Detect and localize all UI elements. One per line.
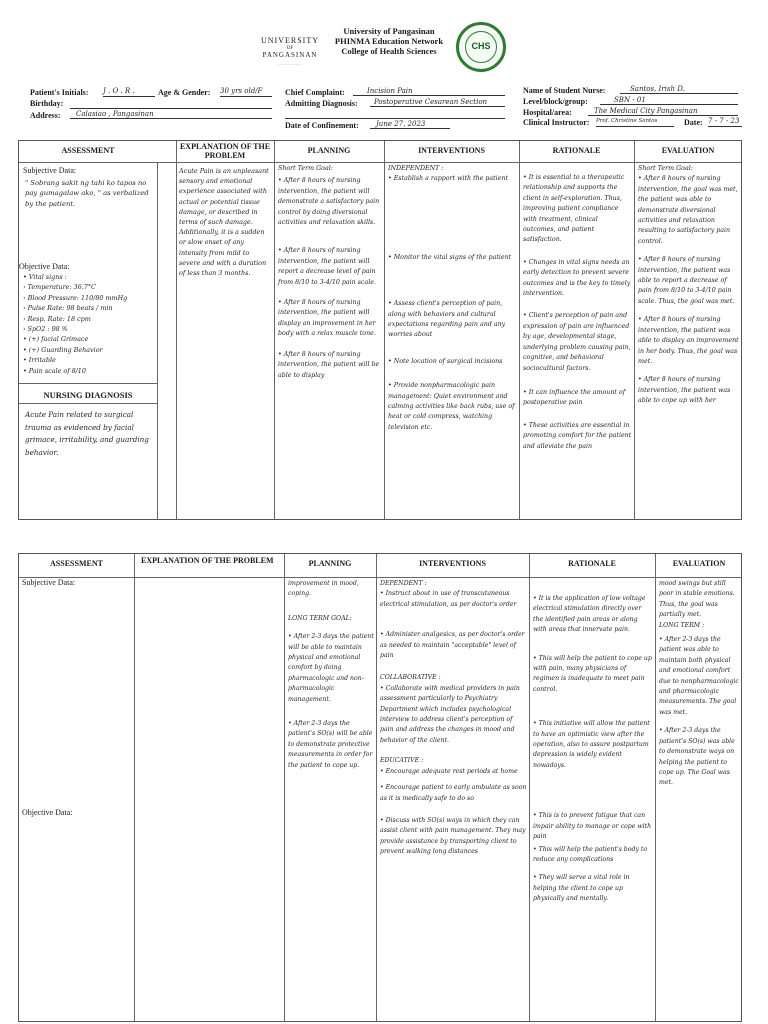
intervention-item: • Encourage patient to early ambulate as soon as it is medically safe to do so [380,784,527,802]
intervention-item: • Encourage adequate rest periods at home [380,767,518,775]
objective-item: • Pain scale of 8/10 [23,366,86,375]
intervention-item: COLLABORATIVE : [380,674,441,682]
seal-text: CHS [465,31,497,63]
header-explanation: EXPLANATION OF THE PROBLEM [179,142,271,160]
care-plan-table-1 [18,140,742,520]
rationale-item: • Client's perception of pain and expression of pain are influenced by age, developmental stage, underlying problem causing pain, cognitive, and behavioral sociocultural factors. [523,312,631,372]
confinement-date-value: June 27, 2023 [370,119,450,129]
header-planning: PLANNING [308,559,352,568]
clinical-instructor-value: Prof. Christine Santos [596,116,674,127]
objective-item: • (+) facial Grimace [23,335,89,344]
student-nurse-value: Santos, Irish D. [620,84,738,94]
address-value: Calasiao , Pangasinan [70,109,272,119]
subjective-data-text: " Sobrang sakit ng tahi ko tapos no pay gumagalaw ako, " as verbalized by the patient. [25,179,149,208]
birthday-label: Birthday: [30,99,64,108]
planning-item: • After 8 hours of nursing intervention, the patient will report a decrease level of pain from 8/10 to 3-4/10 pain scale. [278,247,376,286]
birthday-value [70,98,272,109]
interventions-column [380,579,527,858]
subjective-data-label: Subjective Data: [23,166,77,175]
clinical-instructor-label: Clinical Instructor: [523,118,590,127]
intervention-item: DEPENDENT : [380,580,427,587]
logo-underline: ________________ [278,61,302,65]
rationale-column [523,173,632,452]
intervention-item: • Discuss with SO(s) ways in which they can assist client with pain management. They may provide assistance by transporting client to prevent walking long distances [380,816,526,856]
rationale-column [533,594,653,905]
university-name-block [328,26,450,56]
intervention-item: • Provide nonpharmacologic pain management: Quiet environment and calming activities like back rubs, use of heat or cold compress, watching television etc. [388,382,515,431]
form-header [0,0,768,140]
planning-item: • After 2-3 days the patient's SO(s) will be able to demonstrate protective measurements in order for the patient to cope up. [288,720,373,769]
student-nurse-label: Name of Student Nurse: [523,86,606,95]
objective-item: › Pulse Rate: 98 beats / min [23,304,113,313]
header-explanation: EXPLANATION OF THE PROBLEM [141,556,274,565]
planning-item: improvement in mood, coping. [288,580,359,598]
planning-column [288,579,374,771]
blank-line [285,108,505,119]
confinement-date-label: Date of Confinement: [285,121,359,130]
evaluation-item: • After 2-3 days the patient's SO(s) was able to demonstrate ways on helping the patient to cope up. The Goal was met. [659,727,735,787]
logo-line-2: OF [286,46,294,51]
header-evaluation: EVALUATION [672,559,726,568]
rationale-item: • This initiative will allow the patient to have an optimistic view after the operation, also to assure postpartum depression is widely evident nowadays. [533,720,650,769]
planning-column [278,164,382,381]
care-plan-table-2 [18,553,742,1022]
admitting-diagnosis-label: Admitting Diagnosis: [285,99,358,108]
rationale-item: • This is to prevent fatigue that can impair ability to manage or cope with pain [533,812,652,841]
intervention-item: • Monitor the vital signs of the patient [388,253,512,261]
explanation-text: Acute Pain is an unpleasant sensory and emotional experience associated with actual or potential tissue damage, or described in terms of such damage. Additionally, it is a sudden or slow onset of any intensity from mild to severe and with a duration of less than 3 months. [179,167,269,278]
rationale-item: • Changes in vital signs needs an early detection to prevent severe outcomes and is the key to timely intervention. [523,258,631,298]
subjective-data-label: Subjective Data: [22,578,76,587]
admitting-diagnosis-value: Postoperative Cesarean Section [370,97,505,107]
age-gender-value: 30 yrs old/F [220,86,272,97]
planning-item: • After 8 hours of nursing intervention, the patient will be able to display [278,350,380,379]
logo-line-1: UNIVERSITY [261,36,319,45]
initials-label: Patient's Initials: [30,88,89,97]
university-logo [258,28,322,66]
intervention-item: • Assess client's perception of pain, along with behaviors and cultural expectations regarding pain and any worries about [388,300,506,339]
age-gender-label: Age & Gender: [158,88,211,97]
evaluation-item: Short Term Goal: [638,165,693,172]
address-label: Address: [30,111,61,120]
objective-data-list [23,272,157,376]
header-evaluation: EVALUATION [661,146,715,155]
date-value: 7 - 7 - 23 [708,116,742,127]
college-name: College of Health Sciences [341,46,437,56]
header-rationale: RATIONALE [568,559,616,568]
university-name: University of Pangasinan [343,26,435,36]
planning-item: • After 2-3 days the patient will be able to maintain physical and emotional comfort by doing pharmacologic and non-pharmacologic management. [288,633,374,703]
evaluation-column [659,579,742,789]
network-name: PHINMA Education Network [334,36,444,46]
intervention-item: • Administer analgesics, as per doctor's order as needed to maintain "acceptable" level of pain [380,631,525,660]
evaluation-item: • After 8 hours of nursing intervention, the goal was met, the patient was able to demonstrate diversional activities and relaxation resulting to satisfactory pain control. [638,175,738,245]
objective-item: • (+) Guarding Behavior [23,345,103,354]
date-label: Date: [684,118,703,127]
evaluation-item: • After 8 hours of nursing intervention, the patient was able to display an improvement in her body. Thus, the goal was met. [638,316,739,365]
objective-item: • Vital signs : [23,273,67,281]
hospital-area-label: Hospital/area: [523,108,572,117]
level-block-label: Level/block/group: [523,97,588,106]
planning-item: • After 8 hours of nursing intervention, the patient will demonstrate a satisfactory pain control by doing diversional activities and relaxation skills. [278,177,380,227]
rationale-item: • These activities are essential in promoting comfort for the patient and alleviate the pain [523,421,632,450]
rationale-item: • This will help the patient to cope up with pain, many physicians of regimen is inadequate to meet pain control. [533,654,652,693]
intervention-item: • Note location of surgical incisions [388,357,503,365]
nursing-diagnosis-label: NURSING DIAGNOSIS [43,390,133,400]
rationale-item: • It is essential to a therapeutic relationship and supports the client in self-exploration. Thus, improving patient compliance with treatment, clinical outcomes, and patient satisfaction. [523,174,625,244]
header-rationale: RATIONALE [552,146,601,155]
rationale-item: • It can influence the amount of postoperative pain [523,388,626,407]
planning-item: Short Term Goal: [278,165,333,172]
rationale-item: • This will help the patient's body to reduce any complications [533,845,648,863]
rationale-item: • It is the application of low voltage electrical stimulation directly over the identified pain areas or along with areas that innervate pain. [533,595,646,634]
objective-item: › Temperature: 36.7°C [23,283,96,292]
objective-item: › SpO2 : 98 % [23,325,68,334]
intervention-item: • Collaborate with medical providers in pain assessment particularly to Psychiatry Department which includes psychological interview to address client's perception of pain and address the changes in mood and behavior of the client. [380,684,520,744]
evaluation-item: LONG TERM : [659,621,705,629]
intervention-item: • Instruct about in use of transcutaneous electrical stimulation, as per doctor's order [380,590,517,608]
evaluation-item: • After 8 hours of nursing intervention, the patient was able to report a decrease of pain from 8/10 to 3-4/10 pain scale. Thus, the goal was met. [638,256,735,305]
interventions-column [388,164,517,433]
intervention-item: INDEPENDENT : [388,165,444,172]
objective-item: › Blood Pressure: 110/80 mmHg [23,293,128,302]
intervention-item: • Establish a rapport with the patient [388,175,509,183]
chief-complaint-value: Incision Pain [353,86,505,96]
chief-complaint-label: Chief Complaint: [285,88,345,97]
header-interventions: INTERVENTIONS [418,146,485,155]
evaluation-column [638,164,741,407]
level-block-value: SBN - 01 [600,95,738,105]
hospital-area-value: The Medical City Pangasinan [588,106,738,116]
header-assessment: ASSESSMENT [61,146,115,155]
evaluation-item: • After 2-3 days the patient was able to maintain both physical and emotional comfort due to nonpharmacologic and pharmacologic measurements. The goal was met. [659,636,739,716]
objective-data-label: Objective Data: [19,262,70,271]
nursing-diagnosis-text: Acute Pain related to surgical trauma as evidenced by facial grimace, irritability, and guarding behavior. [25,410,149,457]
logo-line-3: PANGASINAN [262,51,318,59]
objective-item: › Resp. Rate: 18 cpm [23,314,91,323]
evaluation-item: • After 8 hours of nursing intervention, the patient was able to cope up with her [638,376,731,405]
planning-item: LONG TERM GOAL: [288,614,352,622]
evaluation-item: mood swings but still poor in stable emotions. Thus, the goal was partially met. [659,580,735,619]
header-planning: PLANNING [307,146,351,155]
chs-seal-icon [456,22,506,72]
header-interventions: INTERVENTIONS [419,559,486,568]
intervention-item: EDUCATIVE : [380,757,424,765]
rationale-item: • They will serve a vital role in helping the client to cope up physically and mentally. [533,874,630,903]
header-assessment: ASSESSMENT [50,559,103,568]
initials-value: J . O . R . [103,86,155,97]
objective-item: • Irritable [23,356,56,365]
planning-item: • After 8 hours of nursing intervention, the patient will display an improvement in her body with a relax muscle tone. [278,299,376,338]
objective-data-label: Objective Data: [22,808,73,817]
